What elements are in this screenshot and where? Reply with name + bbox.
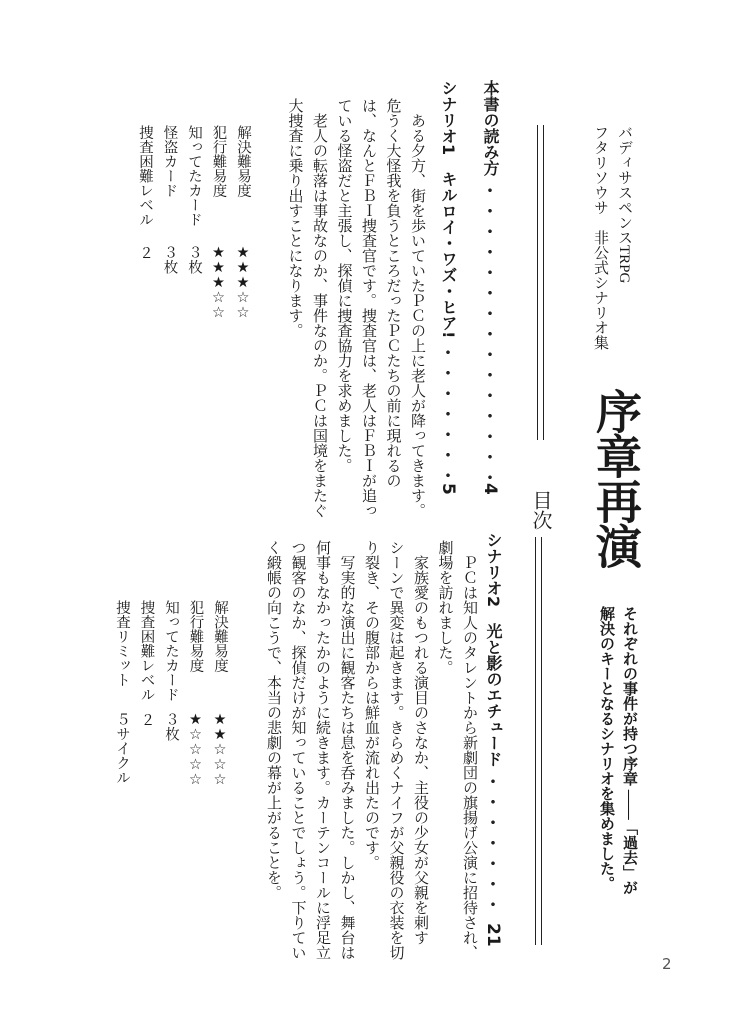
dot-leader	[480, 771, 506, 919]
toc-entry-scenario2[interactable]	[480, 532, 506, 947]
scenario2-stats	[110, 600, 233, 787]
stat-row	[208, 600, 233, 787]
synopsis-line: つ観客のなか、探偵だけが知っていることでしょう。下りてい	[289, 540, 308, 960]
stat-row	[159, 600, 184, 787]
stat-row	[157, 125, 182, 320]
synopsis-line: は、なんとＦＢＩ捜査官です。捜査官は、老人はＦＢＩが追っ	[360, 98, 378, 518]
toc-entry-page: 21	[483, 923, 503, 947]
stat-row	[134, 600, 159, 787]
toc-entry-label: シナリオ2 光と影のエチュード	[484, 532, 503, 768]
toc-entry-label: シナリオ1 キルロイ・ワズ・ヒア!	[439, 80, 458, 339]
synopsis-line: 写実的な演出に観客たちは息を呑みました。しかし、舞台は	[338, 540, 357, 960]
stat-row	[133, 125, 158, 320]
stat-row	[206, 125, 231, 320]
stat-label: 解決難易度	[212, 600, 228, 673]
double-rule-top	[537, 125, 544, 440]
tagline	[594, 606, 640, 895]
synopsis-line: 危うく大怪我を負うところだったＰＣたちの前に現れるの	[384, 98, 403, 488]
stat-value: ３枚	[186, 245, 202, 274]
synopsis-line: く緞帳の向こうで、本当の悲劇の幕が上がることを。	[265, 540, 283, 900]
scenario1-stats	[133, 125, 256, 320]
toc-entry-scenario1[interactable]	[435, 80, 461, 495]
synopsis-line: ている怪盗だと主張し、探偵に捜査協力を求めました。	[335, 98, 354, 473]
double-rule-bottom	[535, 537, 542, 945]
stat-label: 犯行難易度	[187, 600, 204, 673]
synopsis-line: り裂き、その腹部からは鮮血が流れ出たのです。	[363, 540, 381, 870]
tagline-line: 解決のキーとなるシナリオを集めました。	[598, 606, 614, 891]
toc-entry-page: 5	[438, 483, 458, 495]
synopsis-line: 老人の転落は事故なのか、事件なのか。ＰＣは国境をまたぐ	[311, 98, 329, 518]
stat-label: 捜査リミット	[114, 600, 130, 687]
stat-value: ★★☆☆☆	[212, 712, 228, 787]
stat-row	[110, 600, 135, 787]
stat-label: 解決難易度	[235, 125, 251, 198]
scenario2-synopsis	[262, 540, 483, 960]
synopsis-line: ある夕方、街を歩いていたＰＣの上に老人が降ってきます。	[409, 98, 427, 518]
stat-value: ★★★☆☆	[210, 245, 227, 320]
page-number: 2	[662, 955, 672, 973]
stat-label: 知ってたカード	[186, 125, 202, 227]
stat-label: 捜査困難レベル	[137, 125, 153, 227]
stat-label: 捜査困難レベル	[138, 600, 155, 702]
stat-row	[231, 125, 256, 320]
tagline-line: それぞれの事件が持つ序章 ——「過去」が	[621, 606, 637, 895]
book-subtitle: フタリソウサ 非公式シナリオ集	[592, 125, 608, 350]
scenario1-synopsis	[283, 98, 430, 518]
stat-value: ★★★☆☆	[235, 245, 251, 320]
stat-value: ★☆☆☆☆	[187, 712, 204, 787]
dot-leader	[435, 342, 461, 479]
stat-value: ２	[138, 712, 155, 727]
stat-label: 知ってたカード	[163, 600, 179, 702]
stat-value: ５サイクル	[114, 712, 130, 785]
synopsis-line: シーンで異変は起きます。きらめくナイフが父親役の衣装を切	[387, 540, 406, 960]
stat-value: ３枚	[161, 245, 178, 274]
series-name: バディサスペンスTRPG	[616, 125, 632, 284]
toc-heading: 目次	[529, 490, 551, 530]
synopsis-line: 家族愛のもつれる演目のさなか、主役の少女が父親を刺す	[412, 540, 430, 945]
synopsis-line: ＰＣは知人のタレントから新劇団の旗揚げ公演に招待され、	[461, 540, 479, 960]
synopsis-line: 劇場を訪れました。	[436, 540, 455, 675]
book-title: 序章再演	[590, 388, 641, 568]
synopsis-line: 何事もなかったかのように続きます。カーテンコールに浮足立	[314, 540, 332, 960]
stat-row	[182, 125, 207, 320]
stat-value: ３枚	[163, 712, 179, 741]
toc-entry-page: 4	[480, 483, 500, 495]
synopsis-line: 大捜査に乗り出すことになります。	[286, 98, 305, 338]
stat-row	[183, 600, 208, 787]
stat-label: 犯行難易度	[210, 125, 227, 198]
toc-entry-label: 本書の読み方	[481, 80, 500, 176]
stat-label: 怪盗カード	[161, 125, 178, 198]
toc-entry-how-to-read[interactable]	[477, 80, 503, 495]
dot-leader	[477, 180, 503, 479]
stat-value: ２	[137, 245, 153, 260]
